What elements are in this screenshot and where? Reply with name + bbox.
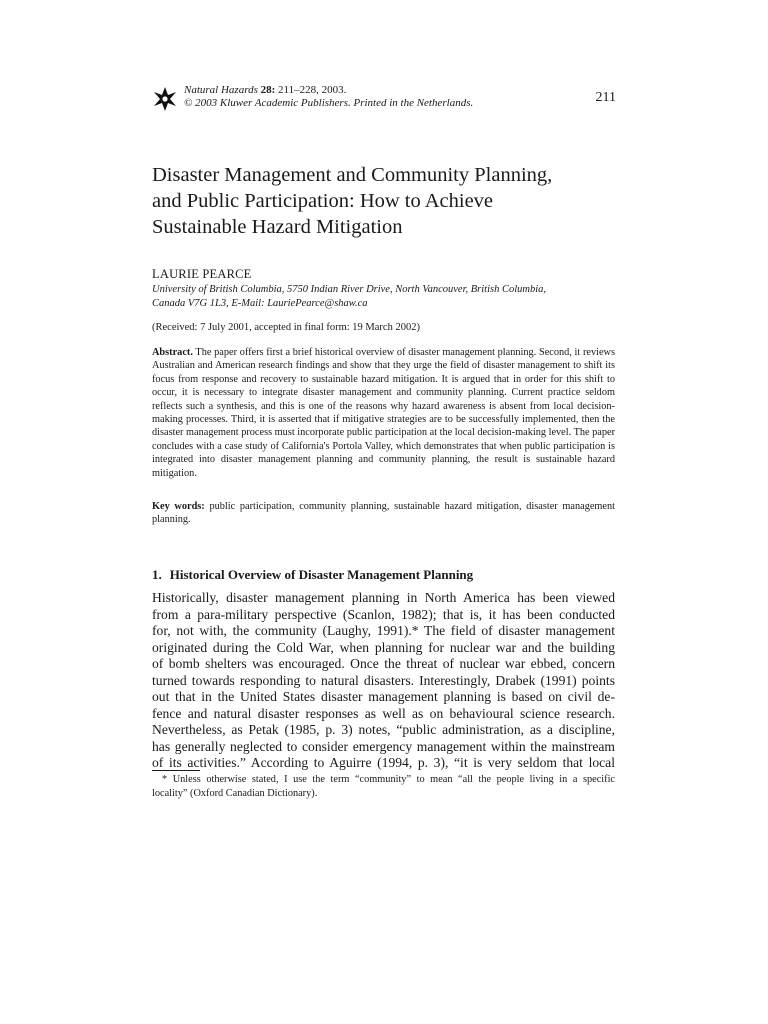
footnote-rule: [152, 770, 200, 771]
title-line: Sustainable Hazard Mitigation: [152, 216, 403, 238]
keywords: [152, 500, 615, 527]
title-line: Disaster Management and Community Planning,: [152, 164, 553, 186]
abstract-text: The paper offers first a brief historical overview of disaster management planning. Second, it reviews Australian and American research findings and show that they urge the field of disaster management to shift its focus from response and recovery to sustainable hazard mitigation. It is argued that in order for this shift to occur, it is necessary to integrate disaster management and community planning. Current practice seldom reflects such a synthesis, and this is one of the reasons why hazard awareness is absent from local decision-making processes. Third, it is asserted that if mitigative strategies are to be successfully implemented, then the disaster management process must incorporate public participation at the local decision-making level. The paper concludes with a case study of California's Portola Valley, which demonstrates that when public participation is integrated into disaster management planning and community planning, the result is sustainable hazard mitigation.: [152, 347, 616, 479]
section-heading: [152, 567, 481, 583]
title-line: and Public Participation: How to Achieve: [152, 190, 494, 212]
body-line: fence and natural disaster responses as well as on behavioural science research.: [152, 705, 615, 721]
author-name: LAURIE PEARCE: [152, 267, 252, 281]
body-line: Nevertheless, as Petak (1985, p. 3) notes, “public administration, as a discipline,: [152, 722, 615, 737]
section-number: 1.: [152, 567, 162, 582]
footnote-line: * Unless otherwise stated, I use the term “community” to mean “all the people living in a specific: [162, 774, 615, 785]
journal-volume: 28:: [260, 84, 276, 96]
footnote-line: locality” (Oxford Canadian Dictionary).: [152, 788, 318, 799]
body-line: originated during the Cold War, when planning for nuclear war and the building: [152, 639, 615, 655]
abstract-label: Abstract.: [152, 347, 193, 358]
body-line: for, not with, the community (Laughy, 1991).* The field of disaster management: [152, 623, 615, 638]
affiliation-line: University of British Columbia, 5750 Indian River Drive, North Vancouver, British Columbia,: [152, 284, 547, 295]
received-dates: (Received: 7 July 2001, accepted in final form: 19 March 2002): [152, 322, 420, 333]
body-line: of its activities.” According to Aguirre (1994, p. 3), “it is very seldom that local: [152, 755, 615, 770]
journal-citation: [184, 84, 473, 110]
abstract: [152, 346, 615, 480]
journal-name: Natural Hazards: [184, 84, 258, 96]
footnote: [152, 773, 615, 801]
journal-pages-year: 211–228, 2003.: [278, 84, 347, 96]
body-line: of bomb shelters was encouraged. Once the threat of nuclear war ebbed, concern: [152, 656, 615, 671]
keywords-label: Key words:: [152, 501, 205, 512]
page-number: 211: [595, 90, 616, 105]
body-line: turned towards responding to natural disasters. Interestingly, Drabek (1991) points: [152, 672, 615, 688]
body-line: from a para-military perspective (Scanlon, 1982); that is, it has been conducted: [152, 606, 615, 622]
author-affiliation: [152, 283, 622, 311]
body-text: [152, 590, 615, 772]
copyright-line: © 2003 Kluwer Academic Publishers. Printed in the Netherlands.: [184, 97, 474, 109]
body-line: out that in the United States disaster management planning is based on civil de-: [152, 689, 615, 704]
publisher-logo-icon: [152, 86, 178, 112]
paper-title: [152, 162, 622, 240]
body-line: has generally neglected to consider emergency management within the mainstream: [152, 738, 615, 754]
body-line: Historically, disaster management planning in North America has been viewed: [152, 590, 615, 605]
affiliation-line: Canada V7G 1L3, E-Mail: LauriePearce@shaw.ca: [152, 298, 368, 309]
section-title: Historical Overview of Disaster Management Planning: [169, 567, 474, 582]
keywords-text: public participation, community planning, sustainable hazard mitigation, disaster management planning.: [152, 501, 616, 526]
